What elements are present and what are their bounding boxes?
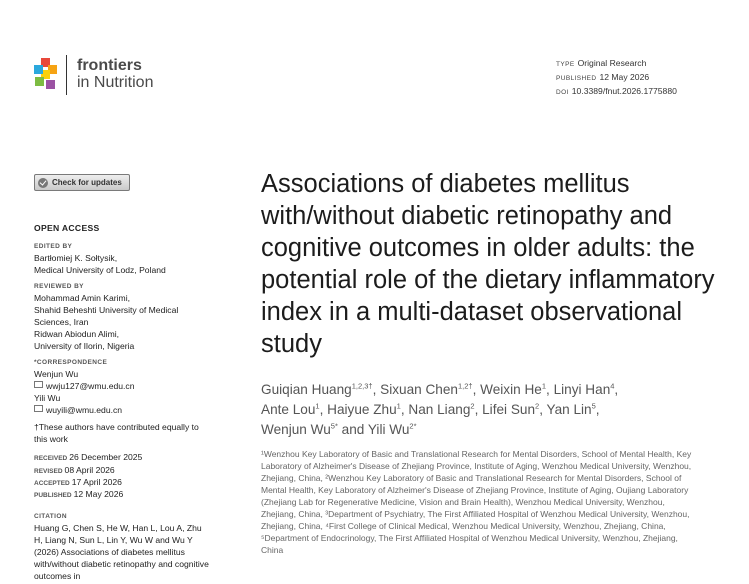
author-superscript: 2 (470, 401, 475, 411)
date-accepted: 17 April 2026 (71, 477, 122, 487)
corresponding-author-1: Wenjun Wu (34, 369, 79, 379)
meta-doi[interactable]: 10.3389/fnut.2026.1775880 (571, 86, 677, 96)
check-for-updates-button[interactable] (34, 174, 130, 191)
author-superscript: 1,2† (457, 381, 473, 391)
date-label-published: PUBLISHED (34, 492, 72, 499)
meta-type: Original Research (577, 58, 647, 68)
meta-key-doi: DOI (556, 89, 569, 96)
author-name[interactable]: Wenjun Wu (261, 422, 331, 437)
article-title: Associations of diabetes mellitus with/without diabetic retinopathy and cognitive outcomes in older adults: the potential role of the dietary inflammatory index in a multi-dataset observational study (261, 170, 715, 358)
author-name[interactable]: Weixin He (480, 382, 542, 397)
meta-key-published: PUBLISHED (556, 75, 597, 82)
date-published: 12 May 2026 (73, 489, 124, 499)
author-name[interactable]: Linyi Han (553, 382, 611, 397)
logo-square-purple (46, 80, 55, 89)
author-name[interactable]: Yan Lin (546, 402, 592, 417)
journal-name: in Nutrition (77, 74, 154, 91)
author-superscript: 1 (315, 401, 320, 411)
reviewer-1-name: Mohammad Amin Karimi, (34, 293, 130, 303)
date-revised: 08 April 2026 (64, 465, 115, 475)
brand-name: frontiers (77, 57, 142, 75)
article-dates (34, 451, 212, 501)
date-label-revised: REVISED (34, 468, 63, 475)
citation-text: Huang G, Chen S, He W, Han L, Lou A, Zhu H, Liang N, Sun L, Lin Y, Wu W and Wu Y (2026) Associations of diabetes mellitus with/without diabetic retinopathy and cognitive outcomes in (34, 523, 209, 581)
equal-contribution-note: †These authors have contributed equally to this work (34, 422, 199, 444)
corresponding-author-2: Yili Wu (34, 393, 61, 403)
article-meta (556, 57, 677, 99)
editor-name: Bartłomiej K. Sołtysik, (34, 253, 118, 263)
edited-by-label: EDITED BY (34, 243, 73, 250)
author-list: Guiqian Huang$^{1,2,3\dagger}$, Sixuan Chen$^{1,2\dagger}$, Weixin He$^1$, Linyi Han$^4$, Ante Lou$^1$, Haiyue Zhu$^1$, Nan Liang$^2$, Lifei Sun$^2$, Yan Lin$^5$, Wenjun $Wu^{5*}$ and Yili $Wu^{2*}$ (261, 381, 619, 437)
author-name[interactable]: Sixuan Chen (380, 382, 458, 397)
author-superscript: 1,2,3† (351, 381, 373, 391)
open-access-label: OPEN ACCESS (34, 223, 100, 233)
envelope-icon (34, 381, 43, 388)
author-superscript: 5* (330, 421, 338, 431)
author-superscript: 1 (541, 381, 547, 391)
date-label-accepted: ACCEPTED (34, 480, 70, 487)
reviewer-2-affiliation: University of Ilorin, Nigeria (34, 341, 135, 351)
author-name[interactable]: Guiqian Huang (261, 382, 352, 397)
frontiers-logo-icon (34, 58, 58, 92)
reviewer-2-name: Ridwan Abiodun Alimi, (34, 329, 120, 339)
author-name[interactable]: Yili Wu (367, 422, 410, 437)
reviewer-1-affiliation: Shahid Beheshti University of Medical Sciences, Iran (34, 305, 179, 327)
correspondence-label: *CORRESPONDENCE (34, 359, 108, 366)
envelope-icon (34, 405, 43, 412)
author-superscript: 2 (535, 401, 540, 411)
date-received: 26 December 2025 (69, 452, 143, 462)
logo-square-green (35, 77, 44, 86)
date-label-received: RECEIVED (34, 455, 68, 462)
corresponding-email-2[interactable]: wuyili@wmu.edu.cn (46, 405, 123, 415)
editor-affiliation: Medical University of Lodz, Poland (34, 265, 166, 275)
corresponding-email-1[interactable]: wwju127@wmu.edu.cn (46, 381, 135, 391)
meta-published: 12 May 2026 (599, 72, 650, 82)
logo-divider (66, 55, 67, 95)
author-superscript: 5 (591, 401, 596, 411)
author-superscript: 4 (610, 381, 615, 391)
affiliations: ¹Wenzhou Key Laboratory of Basic and Translational Research for Mental Disorders, School of Mental Health, Key Laboratory of Alzheimer's Disease of Zhejiang Province, Institute of Aging, Wenzhou Medical University, Wenzhou, Zhejiang, China, ²Wenzhou Key Laboratory of Basic and Translational Research for Mental Disorders, School of Mental Health, Key Laboratory of Alzheimer's Disease of Zhejiang Province, Institute of Aging, Oujiang Laboratory (Zhejiang Lab for Regenerative Medicine, Vision and Brain Health), Wenzhou Medical University, Wenzhou, Zhejiang, China, ³Department of Psychiatry, The First Affiliated Hospital of Wenzhou Medical University, Wenzhou, Zhejiang, China, ⁴First College of Clinical Medical, Wenzhou Medical University, Wenzhou, Zhejiang, China, ⁵Department of Endocrinology, The First Affiliated Hospital of Wenzhou Medical University, Wenzhou, Zhejiang, China (261, 449, 692, 555)
checkmark-icon (38, 178, 48, 188)
author-superscript: 2* (409, 421, 417, 431)
author-superscript: 1 (396, 401, 401, 411)
author-name[interactable]: Lifei Sun (482, 402, 536, 417)
check-for-updates-label: Check for updates (52, 178, 122, 187)
author-name[interactable]: Nan Liang (408, 402, 471, 417)
author-name[interactable]: Ante Lou (261, 402, 316, 417)
journal-logo[interactable] (34, 55, 153, 95)
reviewed-by-label: REVIEWED BY (34, 283, 84, 290)
logo-square-blue (34, 65, 43, 74)
citation-label: CITATION (34, 513, 67, 520)
meta-key-type: TYPE (556, 61, 575, 68)
article-sidebar (34, 222, 212, 582)
author-name[interactable]: Haiyue Zhu (327, 402, 397, 417)
